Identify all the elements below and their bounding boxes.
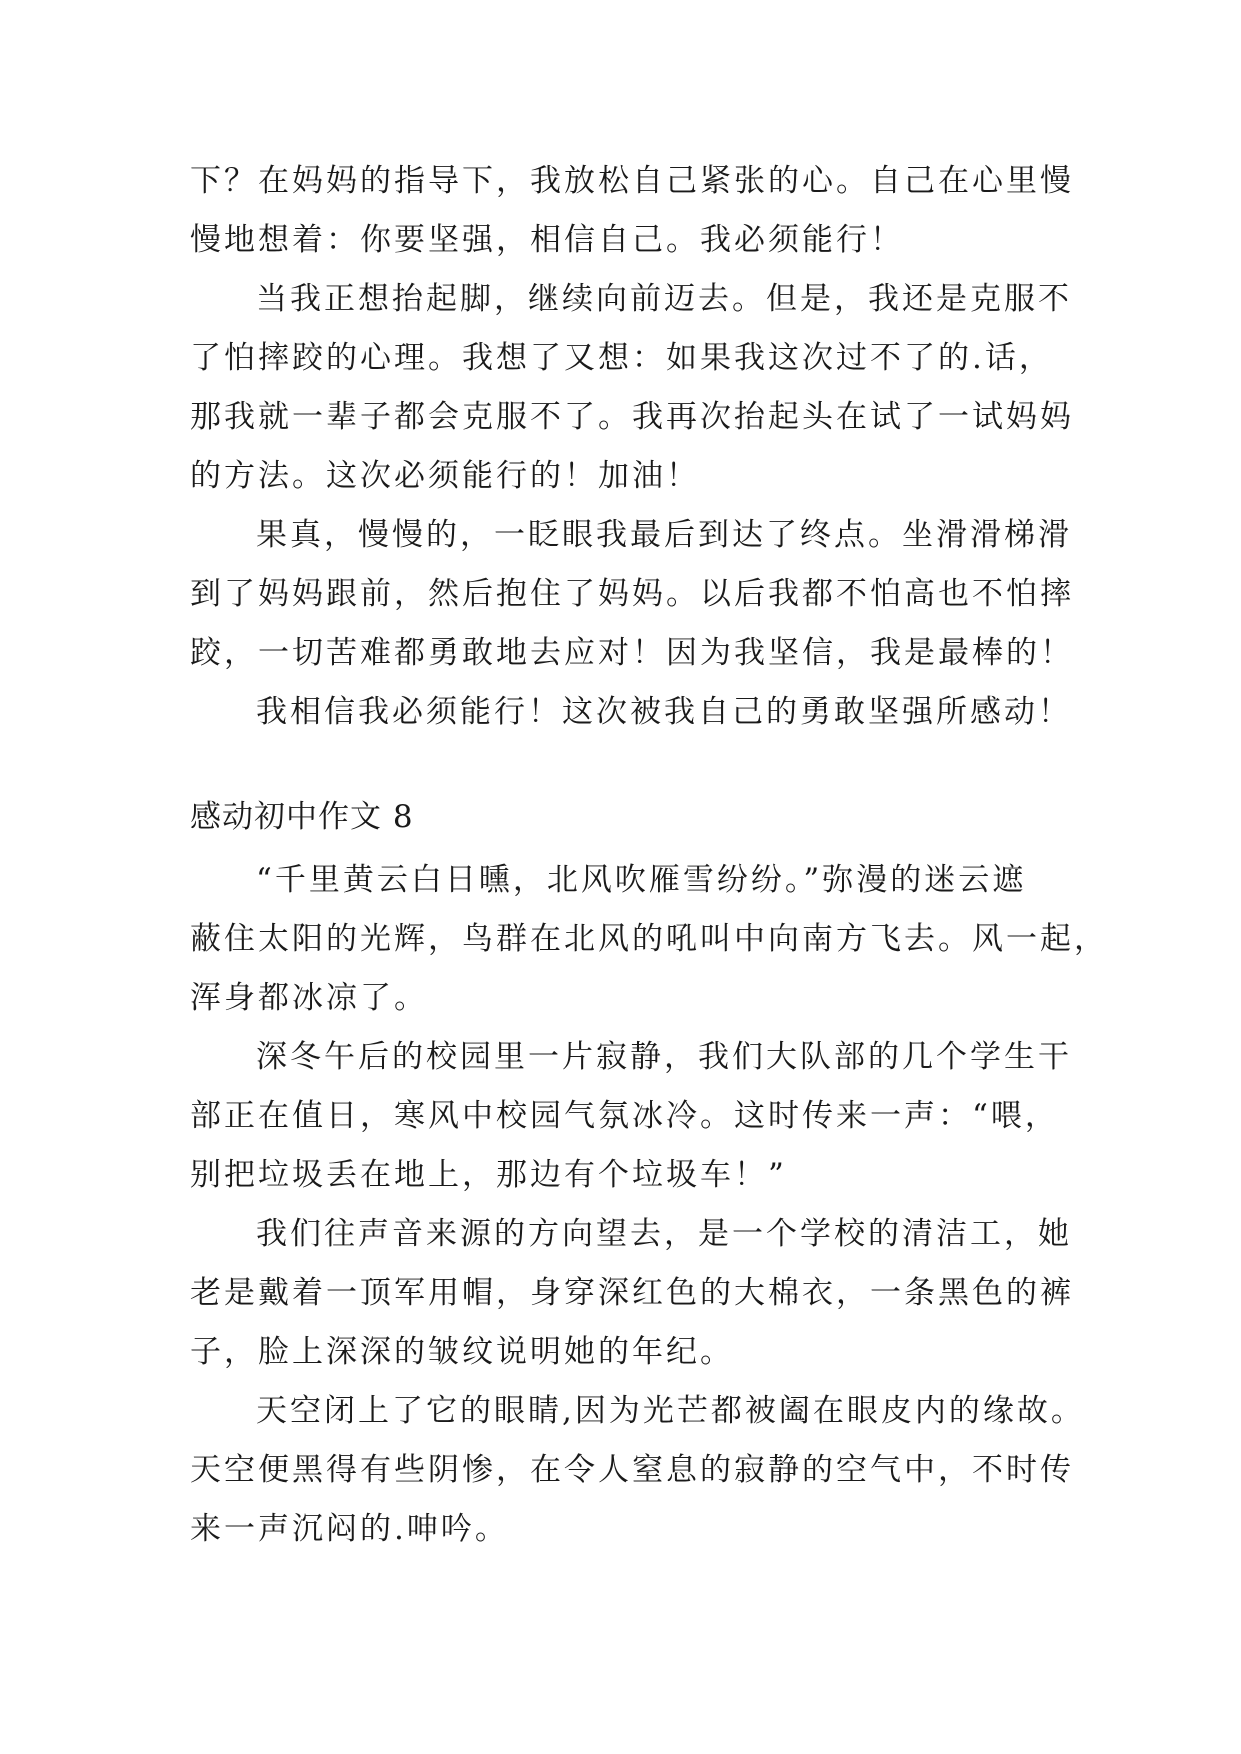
paragraph-start-line: “千里黄云白日曛，北风吹雁雪纷纷。”弥漫的迷云遮 [256,862,1027,898]
text-line: 下？在妈妈的指导下，我放松自己紧张的心。自己在心里慢 [190,163,1074,199]
paragraph-start-line: 果真，慢慢的，一眨眼我最后到达了终点。坐滑滑梯滑 [256,517,1072,553]
text-line: 慢地想着：你要坚强，相信自己。我必须能行！ [190,222,904,258]
text-line: 蔽住太阳的光辉，鸟群在北风的吼叫中向南方飞去。风一起， [190,921,1108,957]
text-line: 老是戴着一顶军用帽，身穿深红色的大棉衣，一条黑色的裤 [190,1275,1074,1311]
text-line: 到了妈妈跟前，然后抱住了妈妈。以后我都不怕高也不怕摔 [190,576,1074,612]
essay-heading: 感动初中作文 8 [190,799,414,835]
text-line: 来一声沉闷的.呻吟。 [190,1511,509,1547]
paragraph-start-line: 当我正想抬起脚，继续向前迈去。但是，我还是克服不 [256,281,1072,317]
paragraph-start-line: 我相信我必须能行！这次被我自己的勇敢坚强所感动！ [256,694,1072,730]
text-line: 子，脸上深深的皱纹说明她的年纪。 [190,1334,734,1370]
body-text-section-1 [190,152,1074,742]
paragraph-start-line: 我们往声音来源的方向望去，是一个学校的清洁工，她 [256,1216,1072,1252]
text-line: 了怕摔跤的心理。我想了又想：如果我这次过不了的.话， [190,340,1053,376]
text-line: 天空便黑得有些阴惨，在令人窒息的寂静的空气中，不时传 [190,1452,1074,1488]
text-line: 的方法。这次必须能行的！加油！ [190,458,700,494]
text-line: 跤，一切苦难都勇敢地去应对！因为我坚信，我是最棒的！ [190,635,1074,671]
paragraph-start-line: 天空闭上了它的眼睛,因为光芒都被阖在眼皮内的缘故。 [256,1393,1085,1429]
text-line: 别把垃圾丢在地上，那边有个垃圾车！” [190,1157,787,1193]
paragraph-start-line: 深冬午后的校园里一片寂静，我们大队部的几个学生干 [256,1039,1072,1075]
text-line: 部正在值日，寒风中校园气氛冰冷。这时传来一声：“喂， [190,1098,1059,1134]
text-line: 浑身都冰凉了。 [190,980,428,1016]
text-line: 那我就一辈子都会克服不了。我再次抬起头在试了一试妈妈 [190,399,1074,435]
body-text-section-2 [190,851,1108,1559]
